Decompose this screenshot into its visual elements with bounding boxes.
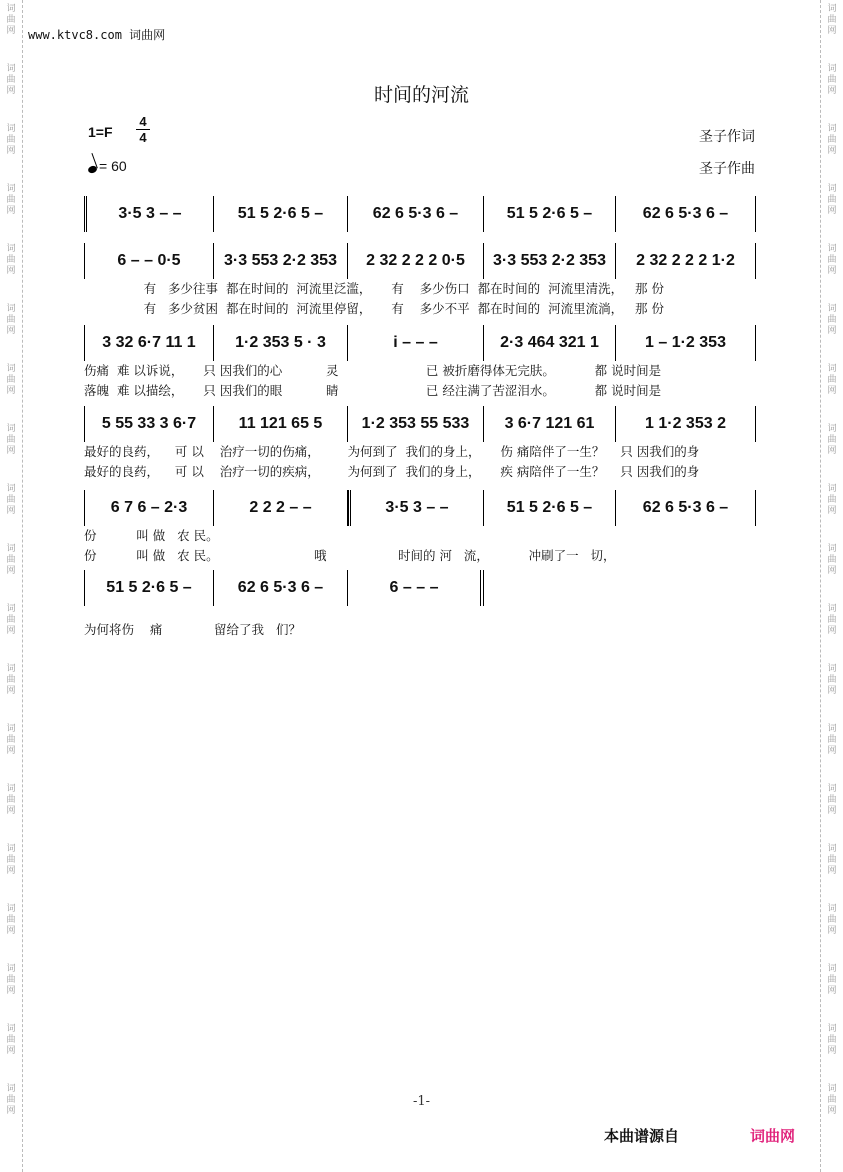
- measure: 3·5 3 – –: [348, 490, 484, 526]
- measure: 62 6 5·3 6 –: [348, 196, 484, 232]
- watermark-text: 词曲网: [6, 424, 16, 456]
- left-watermark-column: [2, 0, 20, 1172]
- measure: 6 – – –: [348, 570, 484, 606]
- measure: 62 6 5·3 6 –: [616, 196, 756, 232]
- watermark-text: 词曲网: [827, 964, 837, 996]
- watermark-text: 词曲网: [6, 184, 16, 216]
- staff-line: [84, 325, 756, 361]
- quarter-note-icon: [87, 165, 98, 175]
- lyric-line: 有 多少往事 都在时间的 河流里泛滥， 有 多少伤口 都在时间的 河流里清洗， 那 份: [84, 281, 664, 296]
- lyric-line: 伤痛 难 以诉说， 只 因我们的心 灵 已 被折磨得体无完肤。 都 说时间是: [84, 363, 662, 378]
- lyric-line: 份 叫 做 农 民。: [84, 528, 219, 543]
- watermark-text: 词曲网: [827, 304, 837, 336]
- left-dashed-border: [22, 0, 23, 1172]
- measure: 5 55 33 3 6·7: [84, 406, 214, 442]
- watermark-text: 词曲网: [827, 664, 837, 696]
- measure: i – – –: [348, 325, 484, 361]
- watermark-text: 词曲网: [827, 124, 837, 156]
- watermark-text: 词曲网: [6, 844, 16, 876]
- watermark-text: 词曲网: [6, 1084, 16, 1116]
- watermark-text: 词曲网: [6, 1024, 16, 1056]
- measure: 3·3 553 2·2 353: [484, 243, 616, 279]
- watermark-text: 词曲网: [6, 244, 16, 276]
- watermark-text: 词曲网: [827, 424, 837, 456]
- watermark-text: 词曲网: [827, 1084, 837, 1116]
- lyric-line: 有 多少贫困 都在时间的 河流里停留， 有 多少不平 都在时间的 河流里流淌， 那 份: [84, 301, 664, 316]
- watermark-text: 词曲网: [827, 184, 837, 216]
- watermark-text: 词曲网: [6, 664, 16, 696]
- watermark-text: 词曲网: [827, 904, 837, 936]
- site-url[interactable]: www.ktvc8.com 词曲网: [28, 28, 166, 42]
- watermark-text: 词曲网: [827, 724, 837, 756]
- watermark-text: 词曲网: [6, 304, 16, 336]
- measure: 51 5 2·6 5 –: [484, 196, 616, 232]
- watermark-text: 词曲网: [6, 544, 16, 576]
- measure: 1 1·2 353 2: [616, 406, 756, 442]
- lyric-line: 落魄 难 以描绘， 只 因我们的眼 睛 已 经注满了苦涩泪水。 都 说时间是: [84, 383, 662, 398]
- measure: 1 – 1·2 353: [616, 325, 756, 361]
- measure: 62 6 5·3 6 –: [616, 490, 756, 526]
- time-signature-top: 4: [139, 114, 147, 129]
- watermark-text: 词曲网: [827, 784, 837, 816]
- staff-line: [84, 570, 756, 606]
- watermark-text: 词曲网: [6, 364, 16, 396]
- measure: 51 5 2·6 5 –: [84, 570, 214, 606]
- measure: 3 32 6·7 11 1: [84, 325, 214, 361]
- staff-line: [84, 196, 756, 232]
- watermark-text: 词曲网: [827, 1024, 837, 1056]
- page-number: -1-: [412, 1094, 431, 1109]
- measure: 62 6 5·3 6 –: [214, 570, 348, 606]
- watermark-text: 词曲网: [827, 364, 837, 396]
- lyric-line: 份 叫 做 农 民。 哦 时间的 河 流， 冲刷了一 切，: [84, 548, 616, 563]
- watermark-text: 词曲网: [827, 484, 837, 516]
- lyric-line: 最好的良药， 可 以 治疗一切的疾病， 为何到了 我们的身上， 疾 病陪伴了一生？ 只 因我们的身: [84, 464, 700, 479]
- lyric-line: 最好的良药， 可 以 治疗一切的伤痛， 为何到了 我们的身上， 伤 痛陪伴了一生？ 只 因我们的身: [84, 444, 700, 459]
- watermark-text: 词曲网: [6, 964, 16, 996]
- time-signature: [136, 114, 150, 145]
- measure: 2 2 2 – –: [214, 490, 348, 526]
- watermark-text: 词曲网: [6, 64, 16, 96]
- measure: 51 5 2·6 5 –: [484, 490, 616, 526]
- tempo-marking: [88, 158, 127, 174]
- watermark-text: 词曲网: [6, 904, 16, 936]
- watermark-text: 词曲网: [6, 724, 16, 756]
- watermark-text: 词曲网: [827, 544, 837, 576]
- right-dashed-border: [820, 0, 821, 1172]
- measure: 6 7 6 – 2·3: [84, 490, 214, 526]
- measure: 6 – – 0·5: [84, 243, 214, 279]
- watermark-text: 词曲网: [6, 124, 16, 156]
- watermark-text: 词曲网: [827, 844, 837, 876]
- source-label: 本曲谱源自: [604, 1127, 680, 1145]
- song-title: 时间的河流: [373, 84, 469, 106]
- measure: 1·2 353 55 533: [348, 406, 484, 442]
- composer-credit: 圣子作曲: [699, 161, 755, 177]
- watermark-text: 词曲网: [827, 4, 837, 36]
- time-signature-bottom: 4: [136, 129, 150, 145]
- watermark-text: 词曲网: [6, 784, 16, 816]
- measure: 3·5 3 – –: [84, 196, 214, 232]
- measure: 11 121 65 5: [214, 406, 348, 442]
- lyric-line: 为何将伤 痛 留给了我 们？: [84, 622, 301, 637]
- staff-line: [84, 406, 756, 442]
- watermark-text: 词曲网: [6, 484, 16, 516]
- measure: 1·2 353 5 · 3: [214, 325, 348, 361]
- measure: 3 6·7 121 61: [484, 406, 616, 442]
- measure: 3·3 553 2·2 353: [214, 243, 348, 279]
- watermark-text: 词曲网: [827, 244, 837, 276]
- key-signature: 1=F: [88, 124, 113, 140]
- measure: 2 32 2 2 2 1·2: [616, 243, 756, 279]
- measure: 51 5 2·6 5 –: [214, 196, 348, 232]
- staff-line: [84, 243, 756, 279]
- brand-link[interactable]: 词曲网: [750, 1127, 796, 1145]
- lyricist-credit: 圣子作词: [699, 129, 755, 145]
- watermark-text: 词曲网: [6, 604, 16, 636]
- measure: 2 32 2 2 2 0·5: [348, 243, 484, 279]
- watermark-text: 词曲网: [6, 4, 16, 36]
- watermark-text: 词曲网: [827, 604, 837, 636]
- tempo-value: = 60: [99, 158, 127, 174]
- watermark-text: 词曲网: [827, 64, 837, 96]
- staff-line: [84, 490, 756, 526]
- measure: 2·3 464 321 1: [484, 325, 616, 361]
- right-watermark-column: [823, 0, 841, 1172]
